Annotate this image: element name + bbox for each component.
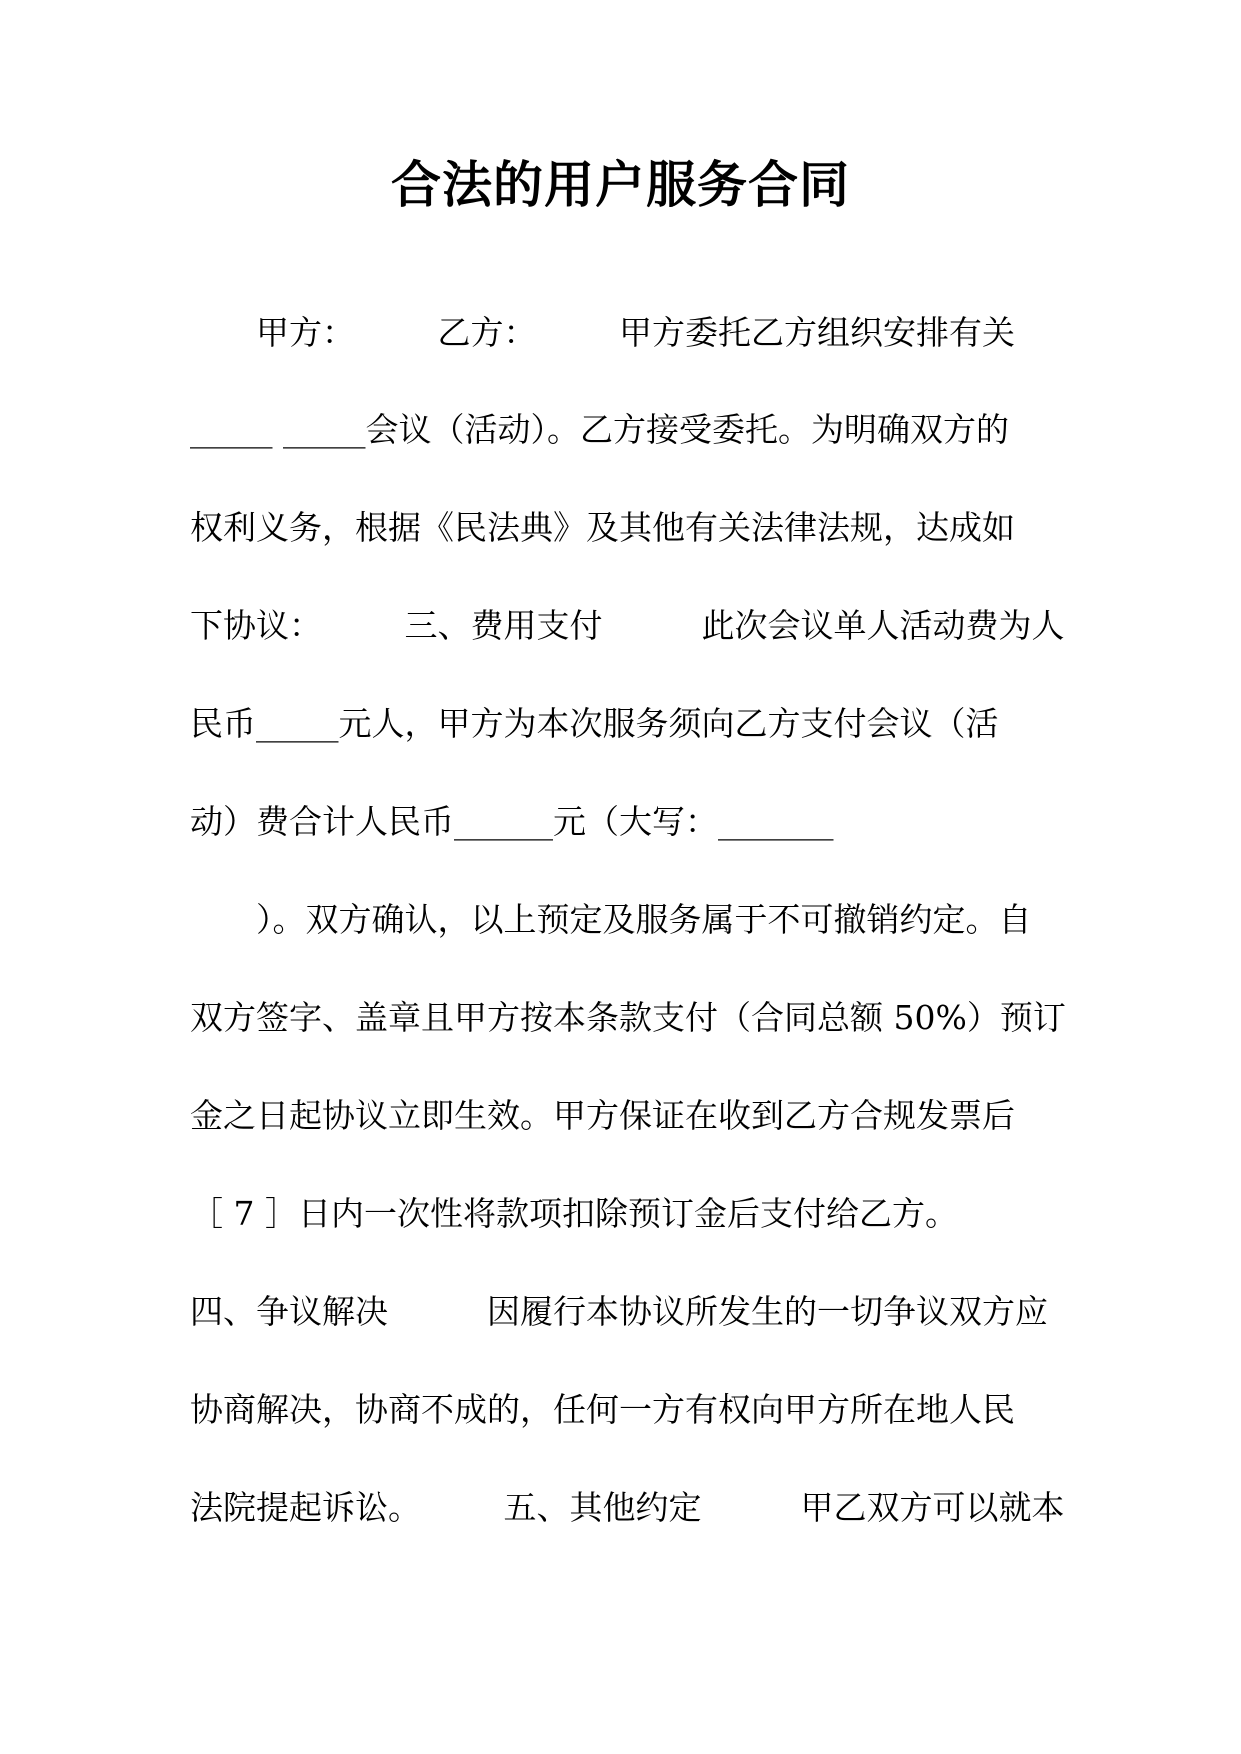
body-line-7: ）。双方确认，以上预定及服务属于不可撤销约定。自 bbox=[190, 900, 1032, 939]
body-line-3: 权利义务，根据《民法典》及其他有关法律法规，达成如 bbox=[190, 508, 1015, 547]
body-line-5: 民币_____元人，甲方为本次服务须向乙方支付会议（活 bbox=[190, 704, 999, 743]
body-line-4: 下协议： 三、费用支付 此次会议单人活动费为人 bbox=[190, 606, 1065, 645]
document-title: 合法的用户服务合同 bbox=[391, 155, 850, 214]
body-line-13: 法院提起诉讼。 五、其他约定 甲乙双方可以就本 bbox=[190, 1488, 1065, 1527]
body-line-2: _____ _____会议（活动）。乙方接受委托。为明确双方的 bbox=[190, 410, 1009, 449]
body-line-1: 甲方： 乙方： 甲方委托乙方组织安排有关 bbox=[190, 313, 1015, 352]
body-line-10: ［ 7 ］日内一次性将款项扣除预订金后支付给乙方。 bbox=[190, 1194, 958, 1233]
body-line-6: 动）费合计人民币______元（大写：_______ bbox=[190, 802, 834, 841]
body-line-12: 协商解决，协商不成的，任何一方有权向甲方所在地人民 bbox=[190, 1390, 1015, 1429]
body-line-11: 四、争议解决 因履行本协议所发生的一切争议双方应 bbox=[190, 1292, 1048, 1331]
body-line-9: 金之日起协议立即生效。甲方保证在收到乙方合规发票后 bbox=[190, 1096, 1015, 1135]
body-line-8: 双方签字、盖章且甲方按本条款支付（合同总额 50%）预订 bbox=[190, 998, 1066, 1037]
